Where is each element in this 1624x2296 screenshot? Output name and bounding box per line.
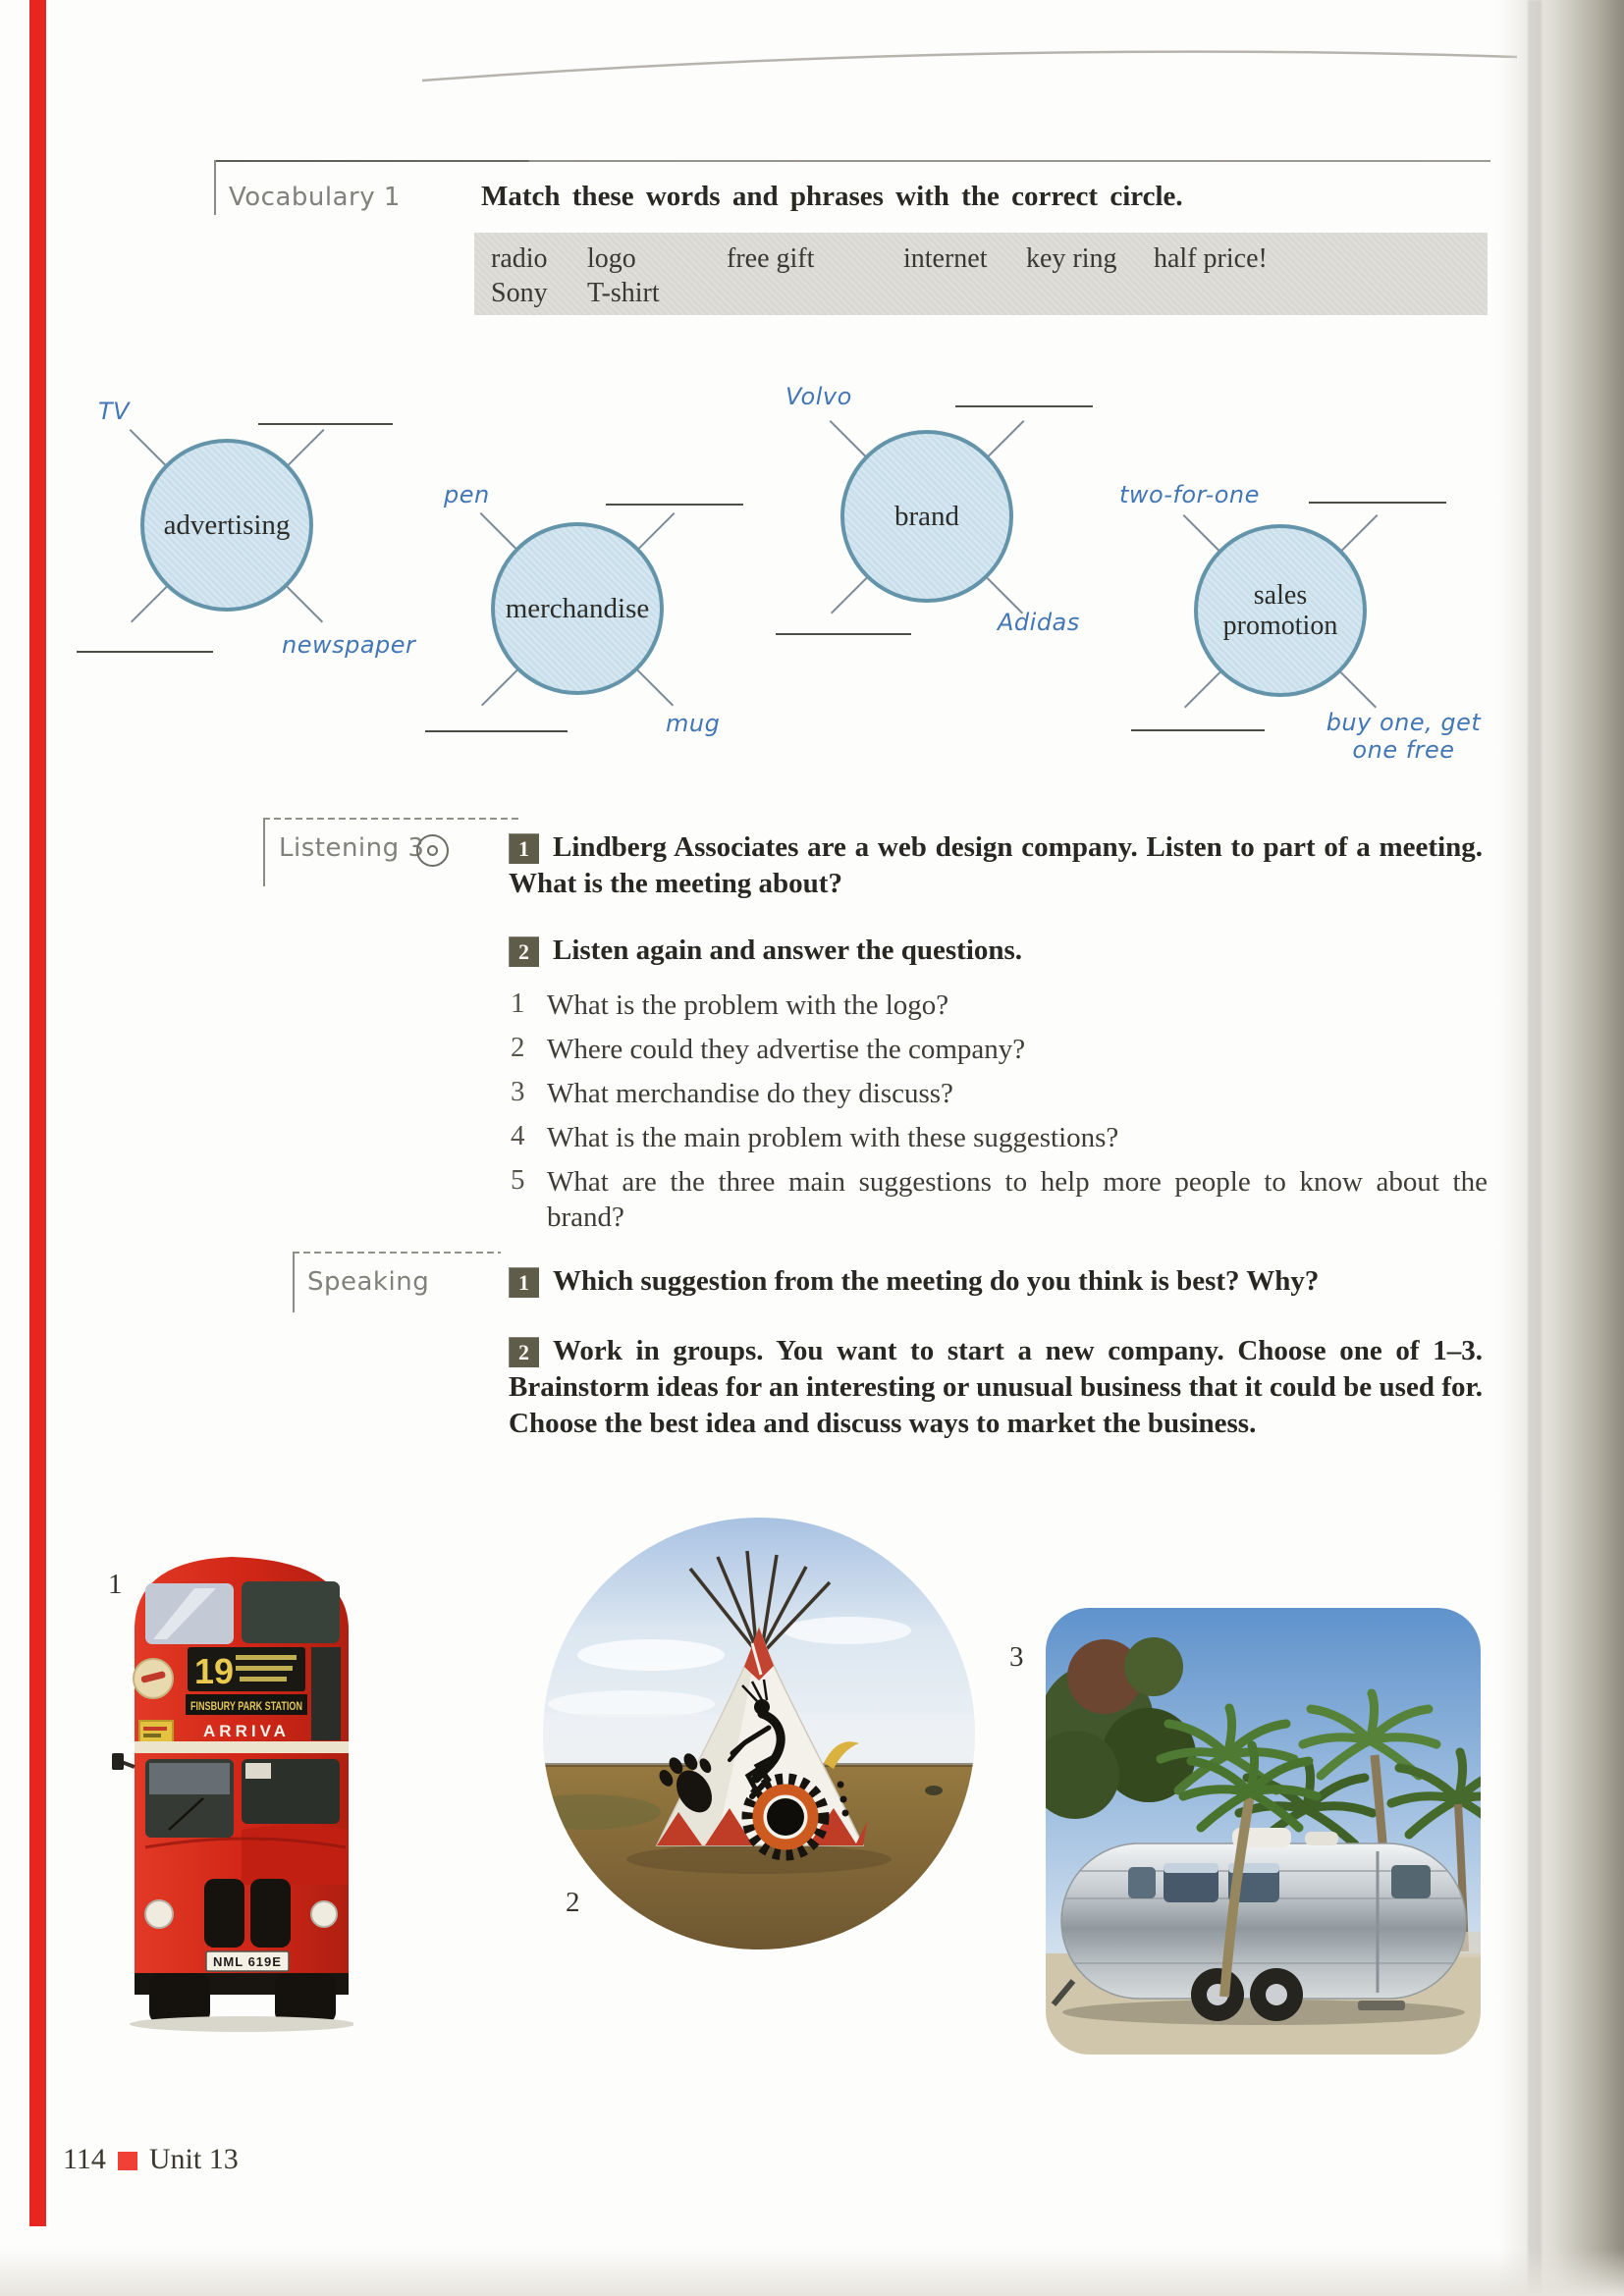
airstream-trailer	[1054, 1828, 1466, 2021]
spoke-line	[130, 429, 166, 465]
speaking-rule	[293, 1252, 501, 1254]
bus-headlight	[145, 1900, 173, 1928]
circle-label: merchandise	[505, 592, 650, 624]
speaking-bracket	[293, 1252, 295, 1312]
example-answer: Adidas	[998, 609, 1080, 636]
teepee-photo	[543, 1518, 975, 1949]
exercise-number-badge: 1	[509, 1267, 539, 1298]
exercise-text: Listen again and answer the questions.	[553, 934, 1023, 966]
example-answer: mug	[666, 710, 721, 737]
answer-blank	[1309, 502, 1446, 504]
question-row	[511, 1120, 1488, 1155]
spoke-line	[480, 512, 516, 549]
question-text: What is the problem with the logo?	[547, 989, 949, 1021]
listening-exercise-1	[509, 829, 1483, 902]
question-number: 5	[511, 1164, 525, 1196]
listening-section-label: Listening 3	[279, 833, 425, 863]
example-answer: two-for-one	[1119, 481, 1260, 508]
bus-destination-text: FINSBURY PARK STATION	[190, 1699, 302, 1713]
answer-blank	[955, 405, 1093, 407]
bus-operator-text: ARRIVA	[203, 1722, 290, 1740]
exercise-text: Work in groups. You want to start a new company. Choose one of 1–3. Brainstorm ideas for an interesting or unusual business that it could be used for. Choose the best idea and discuss ways to market the business.	[509, 1335, 1483, 1439]
word-item: Sony	[491, 278, 548, 308]
question-row	[511, 1076, 1488, 1111]
photo-number-2: 2	[566, 1887, 580, 1918]
bus-upper-window	[242, 1581, 340, 1643]
photo-number-3: 3	[1009, 1641, 1024, 1673]
bus-license-plate: NML 619E	[213, 1954, 282, 1969]
question-number: 2	[511, 1032, 525, 1063]
question-number: 3	[511, 1076, 525, 1107]
question-number: 4	[511, 1120, 525, 1151]
page-footer	[63, 2143, 239, 2176]
word-item: free gift	[727, 243, 815, 274]
example-answer: buy one, get one free	[1326, 709, 1482, 764]
answer-blank	[425, 730, 568, 732]
spoke-line	[1183, 514, 1219, 551]
speaking-exercise-1	[509, 1263, 1483, 1300]
question-text: What is the main problem with these suggestions?	[547, 1122, 1119, 1153]
question-text: What merchandise do they discuss?	[547, 1078, 953, 1109]
word-item: internet	[903, 243, 988, 274]
word-item: T-shirt	[587, 278, 660, 308]
page-curl-shadow	[1498, 0, 1624, 2296]
audio-cd-icon	[416, 834, 449, 867]
vocabulary-instruction: Match these words and phrases with the correct circle.	[481, 181, 1183, 212]
answer-blank	[776, 633, 911, 635]
answer-blank	[606, 504, 743, 506]
bus-wheel	[275, 1973, 336, 2024]
question-row	[511, 1032, 1488, 1067]
page-top-edge-line	[0, 0, 1624, 118]
bus-photo	[110, 1531, 353, 2032]
example-answer: pen	[444, 481, 490, 508]
photo-number-1: 1	[108, 1569, 123, 1600]
spoke-line	[831, 577, 867, 614]
example-answer: newspaper	[282, 631, 416, 659]
spoke-line	[830, 420, 866, 456]
speaking-section-label: Speaking	[307, 1267, 430, 1297]
circle-label: brand	[893, 500, 960, 532]
bus-wheel	[149, 1973, 210, 2024]
answer-blank	[258, 423, 393, 425]
answer-blank	[1131, 729, 1265, 731]
vocabulary-bracket	[214, 160, 216, 215]
exercise-number-badge: 2	[509, 936, 539, 967]
page-curl-streak	[1528, 0, 1542, 2296]
spoke-line	[1184, 671, 1220, 708]
word-item: half price!	[1154, 243, 1268, 274]
answer-blank	[77, 651, 213, 653]
spoke-line	[637, 669, 674, 706]
spoke-line	[1341, 514, 1378, 551]
question-text: What are the three main suggestions to help more people to know about the brand?	[547, 1166, 1488, 1233]
vocabulary-rule	[214, 160, 1490, 162]
example-answer: Volvo	[785, 383, 852, 410]
unit-label: Unit 13	[148, 2143, 239, 2175]
listening-bracket	[263, 818, 265, 886]
bottom-shadow	[0, 2249, 1624, 2296]
exercise-number-badge: 1	[509, 833, 539, 864]
vocabulary-section-label: Vocabulary 1	[229, 183, 401, 212]
question-row	[511, 1164, 1488, 1235]
spoke-line	[288, 429, 324, 465]
spoke-line	[287, 586, 323, 622]
speaking-exercise-2	[509, 1333, 1483, 1442]
bus-headlight	[311, 1901, 337, 1927]
question-number: 1	[511, 988, 525, 1019]
spoke-line	[988, 420, 1024, 456]
bus-grille	[204, 1879, 244, 1948]
red-spine-bar	[29, 0, 46, 2226]
example-answer: TV	[98, 398, 131, 425]
audio-cd-icon-center	[427, 845, 438, 856]
spoke-line	[131, 586, 167, 622]
word-item: logo	[587, 243, 636, 274]
bus-grille	[250, 1879, 291, 1948]
exercise-text: Which suggestion from the meeting do you think is best? Why?	[553, 1265, 1320, 1297]
circle-label: sales promotion	[1222, 580, 1338, 641]
trailer-photo	[1046, 1608, 1481, 2055]
exercise-number-badge: 2	[509, 1337, 539, 1367]
listening-rule	[263, 818, 520, 820]
circle-label: advertising	[163, 508, 291, 541]
question-row	[511, 988, 1488, 1023]
listening-exercise-2	[509, 933, 1483, 969]
page-number: 114	[63, 2143, 106, 2175]
word-item: key ring	[1026, 243, 1117, 274]
spoke-line	[481, 669, 517, 706]
question-text: Where could they advertise the company?	[547, 1034, 1026, 1065]
spoke-line	[638, 512, 675, 549]
bus-route-number: 19	[194, 1651, 235, 1691]
footer-square-icon	[118, 2152, 137, 2170]
spoke-line	[1340, 671, 1377, 708]
exercise-text: Lindberg Associates are a web design company. Listen to part of a meeting. What is the meeting about?	[509, 831, 1483, 899]
word-item: radio	[491, 243, 548, 274]
